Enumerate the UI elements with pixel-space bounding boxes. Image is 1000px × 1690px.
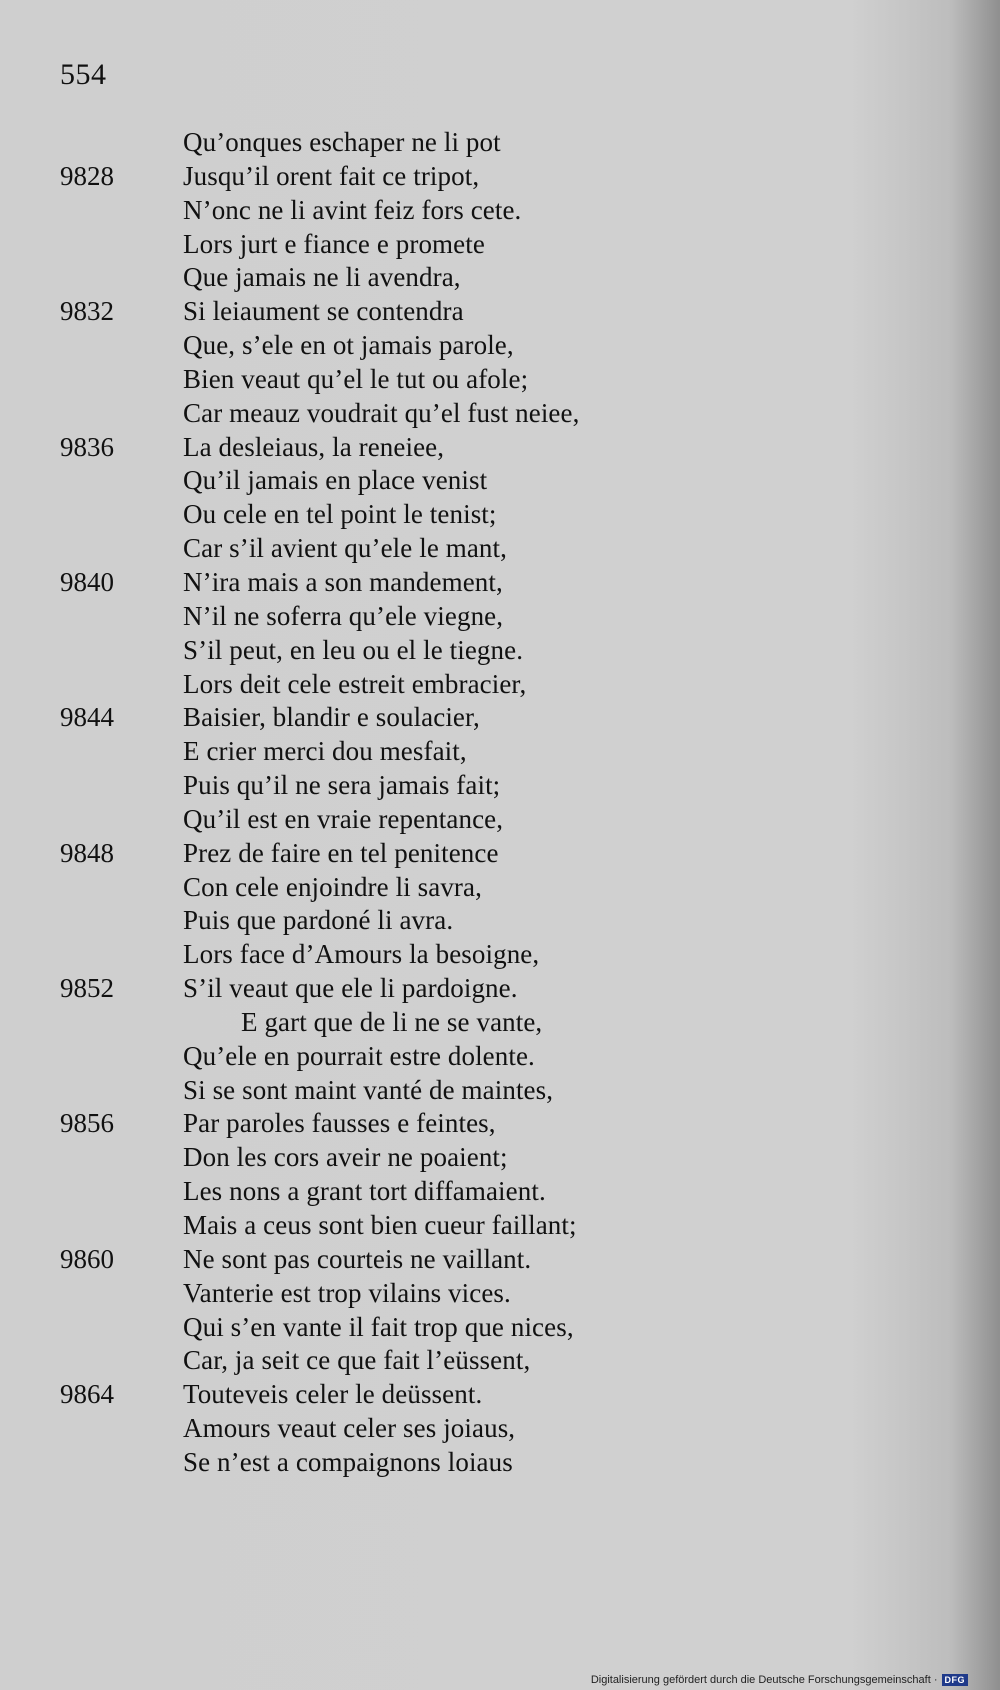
verse-text: Qui s’en vante il fait trop que nices, [183, 1311, 574, 1342]
verse-text: Don les cors aveir ne poaient; [183, 1142, 508, 1173]
verse-text: Baisier, blandir e soulacier, [183, 702, 480, 733]
verse-text: Ou cele en tel point le tenist; [183, 499, 497, 530]
verse-line [0, 228, 1000, 262]
verse-line [0, 668, 1000, 702]
verse-text: Lors jurt e fiance e promete [183, 228, 485, 259]
verse-text: Que, s’ele en ot jamais parole, [183, 330, 514, 361]
verse-line [0, 160, 1000, 194]
verse-line [0, 1378, 1000, 1412]
verse-line [0, 1344, 1000, 1378]
verse-line [0, 1412, 1000, 1446]
verse-line [0, 295, 1000, 329]
verse-line [0, 1040, 1000, 1074]
verse-line [0, 1243, 1000, 1277]
verse-line [0, 431, 1000, 465]
verse-line [0, 1107, 1000, 1141]
verse-line [0, 126, 1000, 160]
line-number: 9844 [60, 702, 114, 733]
verse-text: Qu’ele en pourrait estre dolente. [183, 1040, 535, 1071]
verse-line [0, 1006, 1000, 1040]
verse-text: Que jamais ne li avendra, [183, 262, 461, 293]
page-number: 554 [60, 58, 107, 91]
verse-line [0, 1209, 1000, 1243]
verse-line [0, 634, 1000, 668]
verse-text: Bien veaut qu’el le tut ou afole; [183, 363, 529, 394]
line-number: 9832 [60, 296, 114, 327]
verse-text: Si leiaument se contendra [183, 296, 464, 327]
line-number: 9828 [60, 160, 114, 191]
verse-line [0, 972, 1000, 1006]
footer-credit: Digitalisierung gefördert durch die Deutsche Forschungsgemeinschaft · [590, 1674, 938, 1686]
verse-text: E gart que de li ne se vante, [241, 1006, 543, 1037]
verse-text: Si se sont maint vanté de maintes, [183, 1074, 554, 1105]
verse-line [0, 329, 1000, 363]
verse-line [0, 363, 1000, 397]
dfg-logo: DFG [942, 1674, 969, 1686]
verse-text: Jusqu’il orent fait ce tripot, [183, 160, 480, 191]
verse-text: Mais a ceus sont bien cueur faillant; [183, 1210, 577, 1240]
verse-text: Puis que pardoné li avra. [183, 905, 454, 936]
verse-line [0, 1141, 1000, 1175]
verse-text: N’onc ne li avint feiz fors cete. [183, 194, 522, 225]
verse-line [0, 397, 1000, 431]
verse-text: S’il veaut que ele li pardoigne. [183, 973, 518, 1004]
verse-text: N’il ne soferra qu’ele viegne, [183, 600, 504, 631]
verse-line [0, 701, 1000, 735]
verse-line [0, 1311, 1000, 1345]
verse-text: Amours veaut celer ses joiaus, [183, 1413, 516, 1444]
verse-line [0, 837, 1000, 871]
verse-line [0, 566, 1000, 600]
verse-text: Les nons a grant tort diffamaient. [183, 1176, 546, 1207]
verse-line [0, 769, 1000, 803]
verse-text: Lors face d’Amours la besoigne, [183, 939, 540, 970]
verse-line [0, 1277, 1000, 1311]
verse-line [0, 904, 1000, 938]
verse-line [0, 871, 1000, 905]
verse-text: Vanterie est trop vilains vices. [183, 1277, 511, 1308]
verse-text: La desleiaus, la reneiee, [183, 431, 445, 462]
verse-text: Qu’il jamais en place venist [183, 465, 488, 496]
verse-line [0, 261, 1000, 295]
footer [591, 1674, 968, 1686]
verse-list [0, 126, 1000, 1480]
verse-line [0, 938, 1000, 972]
verse-line [0, 464, 1000, 498]
verse-line [0, 1446, 1000, 1480]
verse-text: Puis qu’il ne sera jamais fait; [183, 770, 501, 801]
verse-text: Touteveis celer le deüssent. [183, 1379, 483, 1410]
line-number: 9852 [60, 973, 114, 1004]
verse-line [0, 803, 1000, 837]
verse-line [0, 1175, 1000, 1209]
line-number: 9860 [60, 1243, 114, 1274]
line-number: 9840 [60, 566, 114, 597]
verse-line [0, 194, 1000, 228]
line-number: 9856 [60, 1108, 114, 1139]
verse-line [0, 600, 1000, 634]
line-number: 9836 [60, 431, 114, 462]
verse-text: Ne sont pas courteis ne vaillant. [183, 1243, 532, 1274]
verse-text: Car meauz voudrait qu’el fust neiee, [183, 397, 580, 428]
verse-text: N’ira mais a son mandement, [183, 566, 503, 597]
verse-text: Par paroles fausses e feintes, [183, 1108, 496, 1139]
verse-line [0, 735, 1000, 769]
verse-text: Se n’est a compaignons loiaus [183, 1446, 513, 1477]
verse-line [0, 532, 1000, 566]
verse-text: Prez de faire en tel penitence [183, 837, 499, 868]
verse-text: Con cele enjoindre li savra, [183, 871, 482, 902]
line-number: 9848 [60, 837, 114, 868]
verse-text: Car, ja seit ce que fait l’eüssent, [183, 1345, 531, 1376]
verse-text: S’il peut, en leu ou el le tiegne. [183, 634, 524, 665]
verse-line [0, 498, 1000, 532]
verse-line [0, 1074, 1000, 1108]
verse-text: Qu’il est en vraie repentance, [183, 803, 504, 834]
verse-text: E crier merci dou mesfait, [183, 736, 467, 767]
verse-text: Qu’onques eschaper ne li pot [183, 127, 501, 157]
line-number: 9864 [60, 1379, 114, 1410]
verse-text: Lors deit cele estreit embracier, [183, 668, 527, 699]
verse-text: Car s’il avient qu’ele le mant, [183, 533, 507, 564]
